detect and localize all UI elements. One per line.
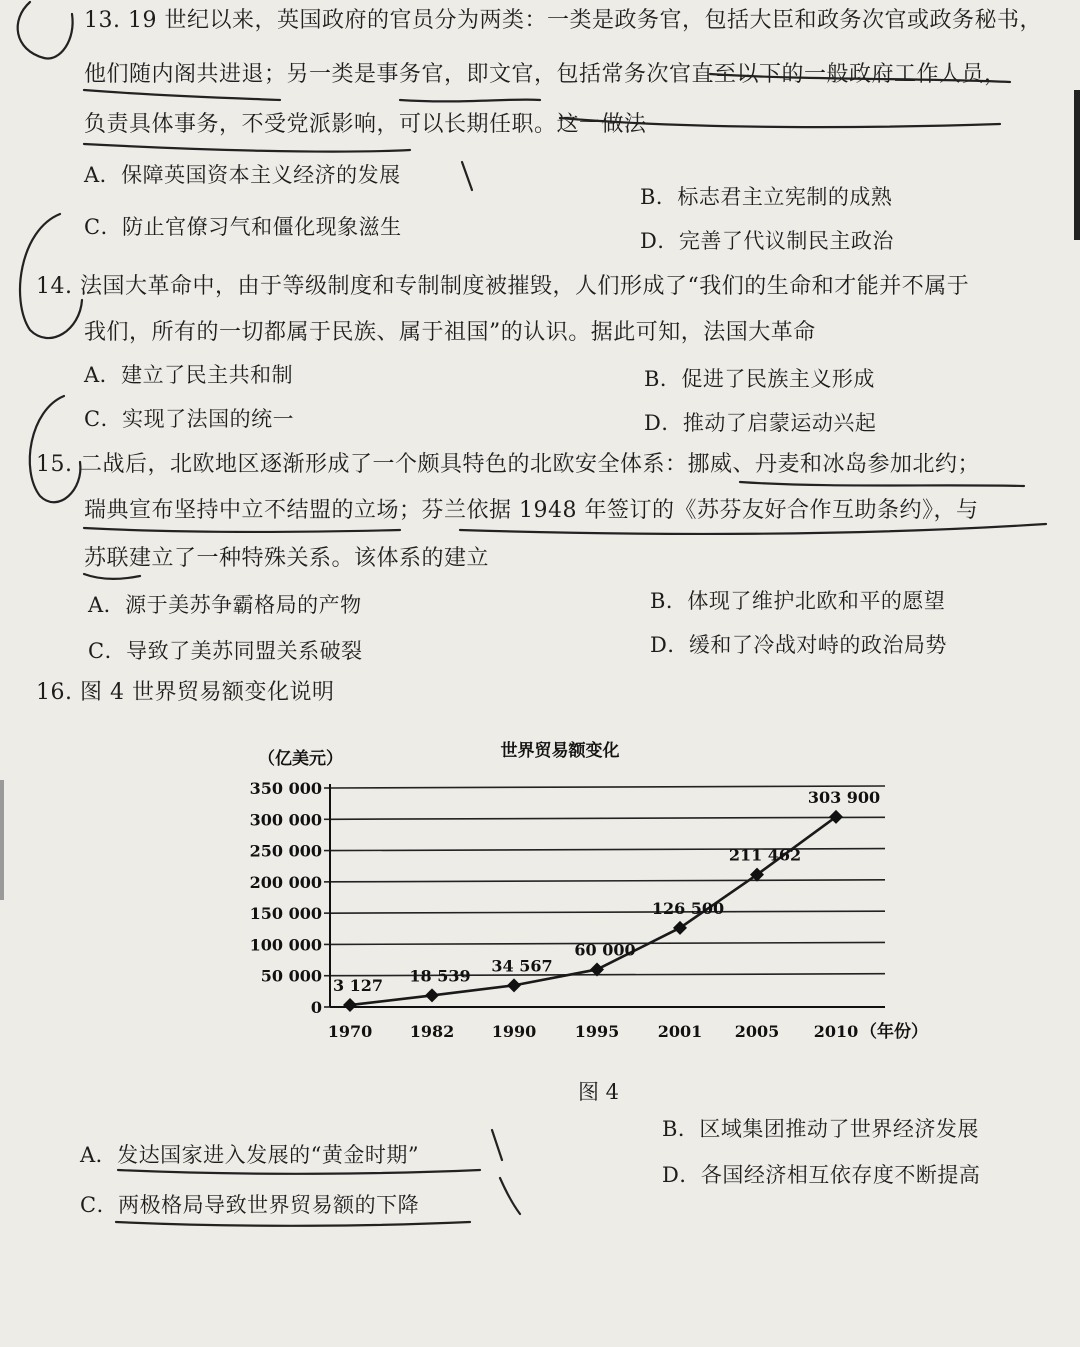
q13-circle-mark xyxy=(18,2,73,58)
y-tick-label: 150 000 xyxy=(249,904,322,924)
y-tick-label: 100 000 xyxy=(249,935,322,955)
q15-line-2: 瑞典宣布坚持中立不结盟的立场；芬兰依据 1948 年签订的《苏芬友好合作互助条约》，与 xyxy=(84,498,979,523)
q16-underline-a xyxy=(118,1170,480,1174)
data-label: 34 567 xyxy=(491,956,553,976)
q13-underline-3 xyxy=(400,100,540,102)
y-tick-label: 250 000 xyxy=(249,841,322,861)
q14-number: 14. xyxy=(36,274,73,299)
x-tick-label: 2001 xyxy=(657,1022,703,1041)
y-tick-label: 200 000 xyxy=(249,872,322,892)
q13-tick-mark xyxy=(462,162,472,190)
q15-option-d[interactable]: D．缓和了冷战对峙的政治局势 xyxy=(650,633,947,657)
x-tick-label: 2005 xyxy=(734,1022,780,1041)
data-label: 211 462 xyxy=(728,845,802,865)
q13-underline-5 xyxy=(84,144,410,152)
x-tick-label: 1990 xyxy=(491,1022,537,1041)
q15-option-c[interactable]: C．导致了美苏同盟关系破裂 xyxy=(88,639,363,663)
x-tick-label: 1970 xyxy=(327,1022,373,1041)
q15-option-a[interactable]: A．源于美苏争霸格局的产物 xyxy=(88,593,362,617)
q15-line-3: 苏联建立了一种特殊关系。该体系的建立 xyxy=(84,546,490,571)
q16-number: 16. xyxy=(36,680,73,705)
q13-option-c[interactable]: C．防止官僚习气和僵化现象滋生 xyxy=(84,215,402,239)
q15-underline-3 xyxy=(460,524,1046,534)
q16-option-d[interactable]: D．各国经济相互依存度不断提高 xyxy=(662,1163,981,1187)
data-label: 60 000 xyxy=(574,940,636,960)
q15-line-1: 15. 二战后，北欧地区逐渐形成了一个颇具特色的北欧安全体系：挪威、丹麦和冰岛参加北约； xyxy=(36,450,980,480)
q13-option-d[interactable]: D．完善了代议制民主政治 xyxy=(640,229,894,253)
q16-tick-a xyxy=(492,1130,502,1160)
q13-option-a[interactable]: A．保障英国资本主义经济的发展 xyxy=(84,163,401,187)
q13-line-3: 负责具体事务，不受党派影响，可以长期任职。这一做法 xyxy=(84,112,647,137)
y-tick-label: 50 000 xyxy=(260,966,322,986)
y-tick-label: 300 000 xyxy=(249,810,322,830)
y-axis-label: （亿美元） xyxy=(258,749,343,769)
q15-circle-mark xyxy=(30,396,81,502)
q14-option-c[interactable]: C．实现了法国的统一 xyxy=(84,407,295,431)
q15-underline-2 xyxy=(84,528,400,532)
chart-title: 世界贸易额变化 xyxy=(500,741,620,761)
data-label: 303 900 xyxy=(807,787,881,807)
q13-line-2: 他们随内阁共进退；另一类是事务官，即文官，包括常务次官直至以下的一般政府工作人员， xyxy=(84,62,1007,87)
q16-underline-c xyxy=(116,1222,470,1226)
q14-option-d[interactable]: D．推动了启蒙运动兴起 xyxy=(644,411,877,435)
x-tick-label: 2010 xyxy=(813,1022,859,1041)
data-label: 18 539 xyxy=(409,966,471,986)
q14-line-2: 我们，所有的一切都属于民族、属于祖国”的认识。据此可知，法国大革命 xyxy=(84,320,816,345)
q13-underline-2 xyxy=(84,90,280,100)
q14-option-b[interactable]: B．促进了民族主义形成 xyxy=(644,367,875,391)
data-label: 3 127 xyxy=(332,976,384,996)
x-axis-label: （年份） xyxy=(860,1022,928,1042)
q14-option-a[interactable]: A．建立了民主共和制 xyxy=(84,363,294,387)
scan-edge-right xyxy=(1074,90,1080,240)
y-tick-label: 350 000 xyxy=(249,779,322,798)
x-tick-label: 1995 xyxy=(574,1022,620,1041)
y-tick-label: 0 xyxy=(310,998,322,1017)
q13-line-1: 13. 19 世纪以来，英国政府的官员分为两类：一类是政务官，包括大臣和政务次官或政务秘书， xyxy=(84,6,1042,36)
q15-underline-4 xyxy=(84,574,140,579)
scan-edge-left xyxy=(0,780,4,900)
q15-number: 15. xyxy=(36,452,73,477)
q16-tick-c xyxy=(500,1178,520,1214)
q13-underline-4 xyxy=(560,118,1000,127)
q13-number: 13. xyxy=(84,8,121,33)
q16-option-c[interactable]: C．两极格局导致世界贸易额的下降 xyxy=(80,1193,420,1217)
q15-underline-1 xyxy=(740,482,1024,486)
q16-option-b[interactable]: B．区域集团推动了世界经济发展 xyxy=(662,1117,979,1141)
q16-option-a[interactable]: A．发达国家进入发展的“黄金时期” xyxy=(80,1143,420,1167)
q13-underline-1 xyxy=(710,74,1010,82)
data-label: 126 500 xyxy=(651,898,725,918)
q16-line-1: 16. 图 4 世界贸易额变化说明 xyxy=(36,678,334,708)
q14-circle-mark xyxy=(20,214,82,338)
x-tick-label: 1982 xyxy=(409,1022,455,1041)
figure-caption: 图 4 xyxy=(578,1080,620,1104)
q14-line-1: 14. 法国大革命中，由于等级制度和专制制度被摧毁，人们形成了“我们的生命和才能并不属于 xyxy=(36,272,969,302)
q13-option-b[interactable]: B．标志君主立宪制的成熟 xyxy=(640,185,893,209)
q15-option-b[interactable]: B．体现了维护北欧和平的愿望 xyxy=(650,589,946,613)
